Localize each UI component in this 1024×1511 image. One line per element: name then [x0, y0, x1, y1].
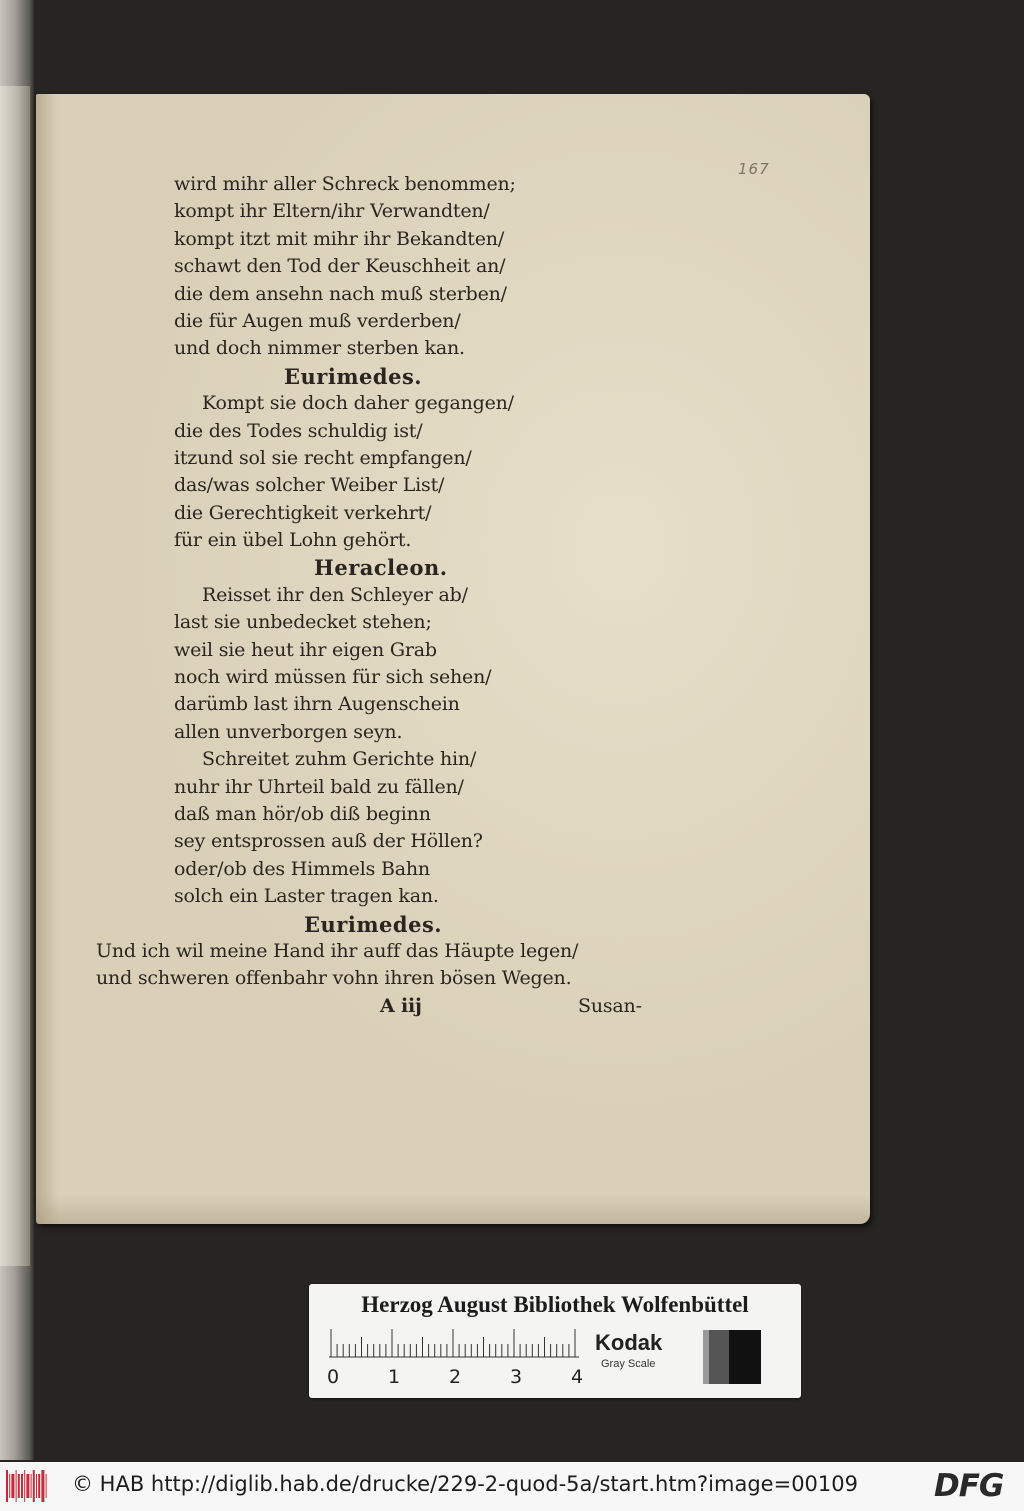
- barcode-bar: [24, 1470, 25, 1502]
- text-line: itzund sol sie recht empfangen/: [174, 446, 472, 469]
- text-line: Kompt sie doch daher gegangen/: [202, 392, 514, 415]
- ruler-digit: 4: [571, 1366, 584, 1388]
- text-line: allen unverborgen seyn.: [174, 720, 403, 743]
- barcode-bar: [9, 1474, 10, 1498]
- barcode-bar: [38, 1474, 40, 1498]
- text-line: sey entsprossen auß der Höllen?: [174, 830, 483, 853]
- dfg-logo: DFG: [934, 1468, 1004, 1504]
- ruler-scale: [329, 1328, 579, 1358]
- adjacent-page-edge: [0, 86, 30, 1266]
- ruler-digit: 0: [327, 1366, 340, 1388]
- speaker-heading: Eurimedes.: [304, 911, 443, 937]
- text-line: noch wird müssen für sich sehen/: [174, 666, 492, 689]
- text-line: oder/ob des Himmels Bahn: [174, 857, 430, 880]
- barcode-bar: [6, 1470, 8, 1502]
- text-line: darümb last ihrn Augenschein: [174, 693, 460, 716]
- barcode-bar: [11, 1474, 14, 1498]
- ruler-digit: 1: [388, 1366, 401, 1388]
- kodak-logo: Kodak: [595, 1330, 663, 1355]
- barcode-bar: [31, 1474, 32, 1498]
- footer-credit-link[interactable]: © HAB http://diglib.hab.de/drucke/229-2-quod-5a/start.htm?image=00109: [72, 1472, 858, 1496]
- text-line: Reisset ihr den Schleyer ab/: [202, 583, 468, 606]
- catchword: Susan-: [578, 994, 642, 1017]
- text-line: die des Todes schuldig ist/: [174, 419, 423, 442]
- text-line: für ein übel Lohn gehört.: [174, 529, 412, 552]
- signature-mark: A iij: [380, 994, 422, 1017]
- text-line: das/was solcher Weiber List/: [174, 474, 445, 497]
- text-line: die Gerechtigkeit verkehrt/: [174, 501, 432, 524]
- text-line: nuhr ihr Uhrteil bald zu fällen/: [174, 775, 464, 798]
- text-line: Schreitet zuhm Gerichte hin/: [202, 748, 477, 771]
- text-line: und schweren offenbahr vohn ihren bösen Wegen.: [96, 967, 572, 990]
- text-line: kompt ihr Eltern/ihr Verwandten/: [174, 200, 490, 223]
- text-line: weil sie heut ihr eigen Grab: [174, 638, 437, 661]
- ruler-digit: 2: [449, 1366, 462, 1388]
- barcode-icon: [6, 1470, 50, 1502]
- barcode-bar: [33, 1470, 35, 1502]
- library-name: Herzog August Bibliothek Wolfenbüttel: [361, 1292, 749, 1317]
- text-line: last sie unbedecket stehen;: [174, 611, 432, 634]
- text-line: die dem ansehn nach muß sterben/: [174, 282, 507, 305]
- text-line: daß man hör/ob diß beginn: [174, 802, 431, 825]
- folio-number: 167: [738, 160, 770, 178]
- kodak-subtitle: Gray Scale: [601, 1358, 656, 1370]
- text-line: schawt den Tod der Keuschheit an/: [174, 255, 506, 278]
- text-line: solch ein Laster tragen kan.: [174, 885, 439, 908]
- speaker-heading: Heracleon.: [314, 555, 448, 581]
- text-line: Und ich wil meine Hand ihr auff das Häupte legen/: [96, 939, 579, 962]
- gray-scale-patch: [689, 1330, 781, 1384]
- barcode-bar: [18, 1474, 20, 1498]
- text-line: die für Augen muß verderben/: [174, 309, 461, 332]
- speaker-heading: Eurimedes.: [284, 363, 423, 389]
- barcode-bar: [36, 1474, 37, 1498]
- page-footer-line: [174, 993, 774, 1023]
- text-line: und doch nimmer sterben kan.: [174, 337, 465, 360]
- barcode-bar: [46, 1474, 47, 1498]
- page-text: [96, 171, 774, 1023]
- barcode-bar: [21, 1474, 23, 1498]
- text-line: wird mihr aller Schreck benommen;: [174, 173, 516, 195]
- text-line: kompt itzt mit mihr ihr Bekandten/: [174, 227, 505, 250]
- barcode-bar: [41, 1470, 44, 1502]
- footer-bar: [0, 1462, 1024, 1511]
- ruler-digit: 3: [510, 1366, 523, 1388]
- ruler-digits: [327, 1366, 597, 1390]
- barcode-bar: [16, 1470, 17, 1502]
- library-color-card: [309, 1284, 801, 1398]
- barcode-bar: [26, 1474, 29, 1498]
